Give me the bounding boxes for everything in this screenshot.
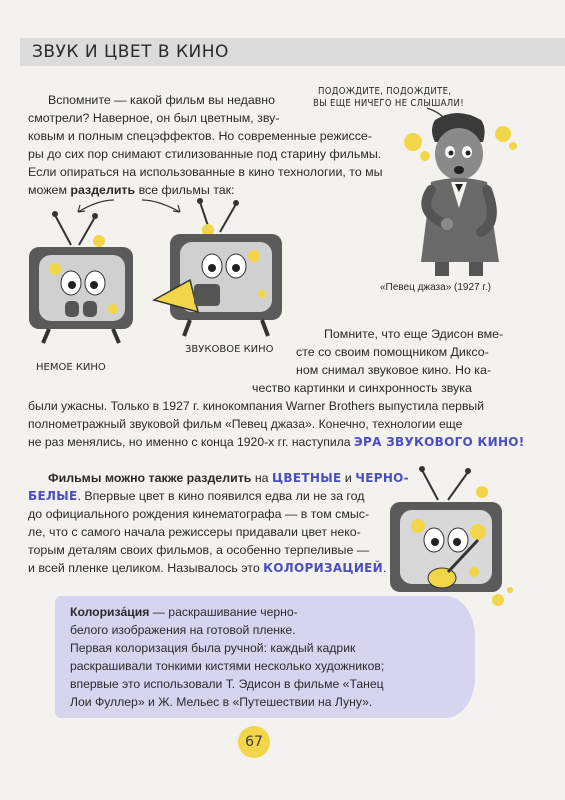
jazz-singer-illustration bbox=[395, 112, 525, 277]
intro-line-5: Если опираться на использованные в кино технологии, то мы bbox=[28, 165, 383, 179]
definition-line-1: Колориза́ция — раскрашивание черно- bbox=[70, 605, 298, 619]
edison-line-5: были ужасны. Только в 1927 г. кинокомпания Warner Brothers выпустила первый bbox=[28, 399, 485, 413]
definition-line-2: белого изображения на готовой пленке. bbox=[70, 623, 296, 637]
colorization-highlight: КОЛОРИЗАЦИЕЙ bbox=[263, 561, 384, 575]
color-line-6: и всей пленке целиком. Называлось это КОЛОРИЗАЦИЕЙ. bbox=[28, 561, 387, 575]
edison-line-6: полнометражный звуковой фильм «Певец джаза». Конечно, технологии еще bbox=[28, 417, 463, 431]
speech-bubble-line-2: ВЫ ЕЩЕ НИЧЕГО НЕ СЛЫШАЛИ! bbox=[313, 98, 464, 109]
intro-line-6: можем разделить все фильмы так: bbox=[28, 183, 235, 197]
speech-bubble-line-1: ПОДОЖДИТЕ, ПОДОЖДИТЕ, bbox=[318, 86, 452, 97]
section-title-bar bbox=[20, 38, 565, 66]
sound-film-tv-illustration bbox=[150, 196, 290, 346]
intro-line-1: Вспомните — какой фильм вы недавно bbox=[48, 93, 276, 107]
intro-line-4: ры до сих пор снимают стилизованные под старину фильмы. bbox=[28, 147, 382, 161]
definition-line-5: впервые это использовали Т. Эдисон в фильме «Танец bbox=[70, 677, 384, 691]
definition-line-3: Первая колоризация была ручной: каждый кадрик bbox=[70, 641, 356, 655]
edison-line-2: сте со своим помощником Диксо- bbox=[296, 345, 489, 359]
page-number: 67 bbox=[238, 726, 270, 758]
edison-line-3: ном снимал звуковое кино. Но ка- bbox=[296, 363, 491, 377]
intro-line-3: ковым и полным спецэффектов. Но современные режиссе- bbox=[28, 129, 372, 143]
edison-line-7: не раз менялись, но именно с конца 1920-х гг. наступила ЭРА ЗВУКОВОГО КИНО! bbox=[28, 435, 525, 449]
edison-line-4: чество картинки и синхронность звука bbox=[252, 381, 472, 395]
sound-film-label: ЗВУКОВОЕ КИНО bbox=[185, 344, 274, 355]
color-line-1: Фильмы можно также разделить на ЦВЕТНЫЕ и ЧЕРНО- bbox=[48, 471, 409, 485]
bw-highlight-part1: ЧЕРНО- bbox=[355, 471, 409, 485]
color-line-3: до официального рождения кинематографа — в том смыс- bbox=[28, 507, 370, 521]
intro-line-2: смотрели? Наверное, он был цветным, зву- bbox=[28, 111, 280, 125]
colorization-tv-illustration bbox=[378, 462, 528, 612]
definition-term: Колориза́ция bbox=[70, 605, 150, 619]
silent-film-label: НЕМОЕ КИНО bbox=[36, 362, 106, 373]
sound-era-highlight: ЭРА ЗВУКОВОГО КИНО! bbox=[353, 435, 525, 449]
edison-line-1: Помните, что еще Эдисон вме- bbox=[324, 327, 504, 341]
definition-line-4: раскрашивали тонкими кистями несколько художников; bbox=[70, 659, 385, 673]
jazz-singer-caption: «Певец джаза» (1927 г.) bbox=[380, 282, 491, 293]
bw-highlight-part2: БЕЛЫЕ bbox=[28, 489, 78, 503]
color-line-4: ле, что с самого начала режиссеры придавали цвет неко- bbox=[28, 525, 361, 539]
color-line-5: торым деталям своих фильмов, а особенно терпеливые — bbox=[28, 543, 370, 557]
color-highlight: ЦВЕТНЫЕ bbox=[272, 471, 342, 485]
section-title: ЗВУК И ЦВЕТ В КИНО bbox=[32, 42, 229, 62]
keyword-divide: разделить bbox=[70, 183, 136, 197]
silent-film-tv-illustration bbox=[25, 205, 145, 350]
color-line-2: БЕЛЫЕ. Впервые цвет в кино появился едва ли не за год bbox=[28, 489, 365, 503]
definition-line-6: Лои Фуллер» и Ж. Мельес в «Путешествии на Луну». bbox=[70, 695, 373, 709]
